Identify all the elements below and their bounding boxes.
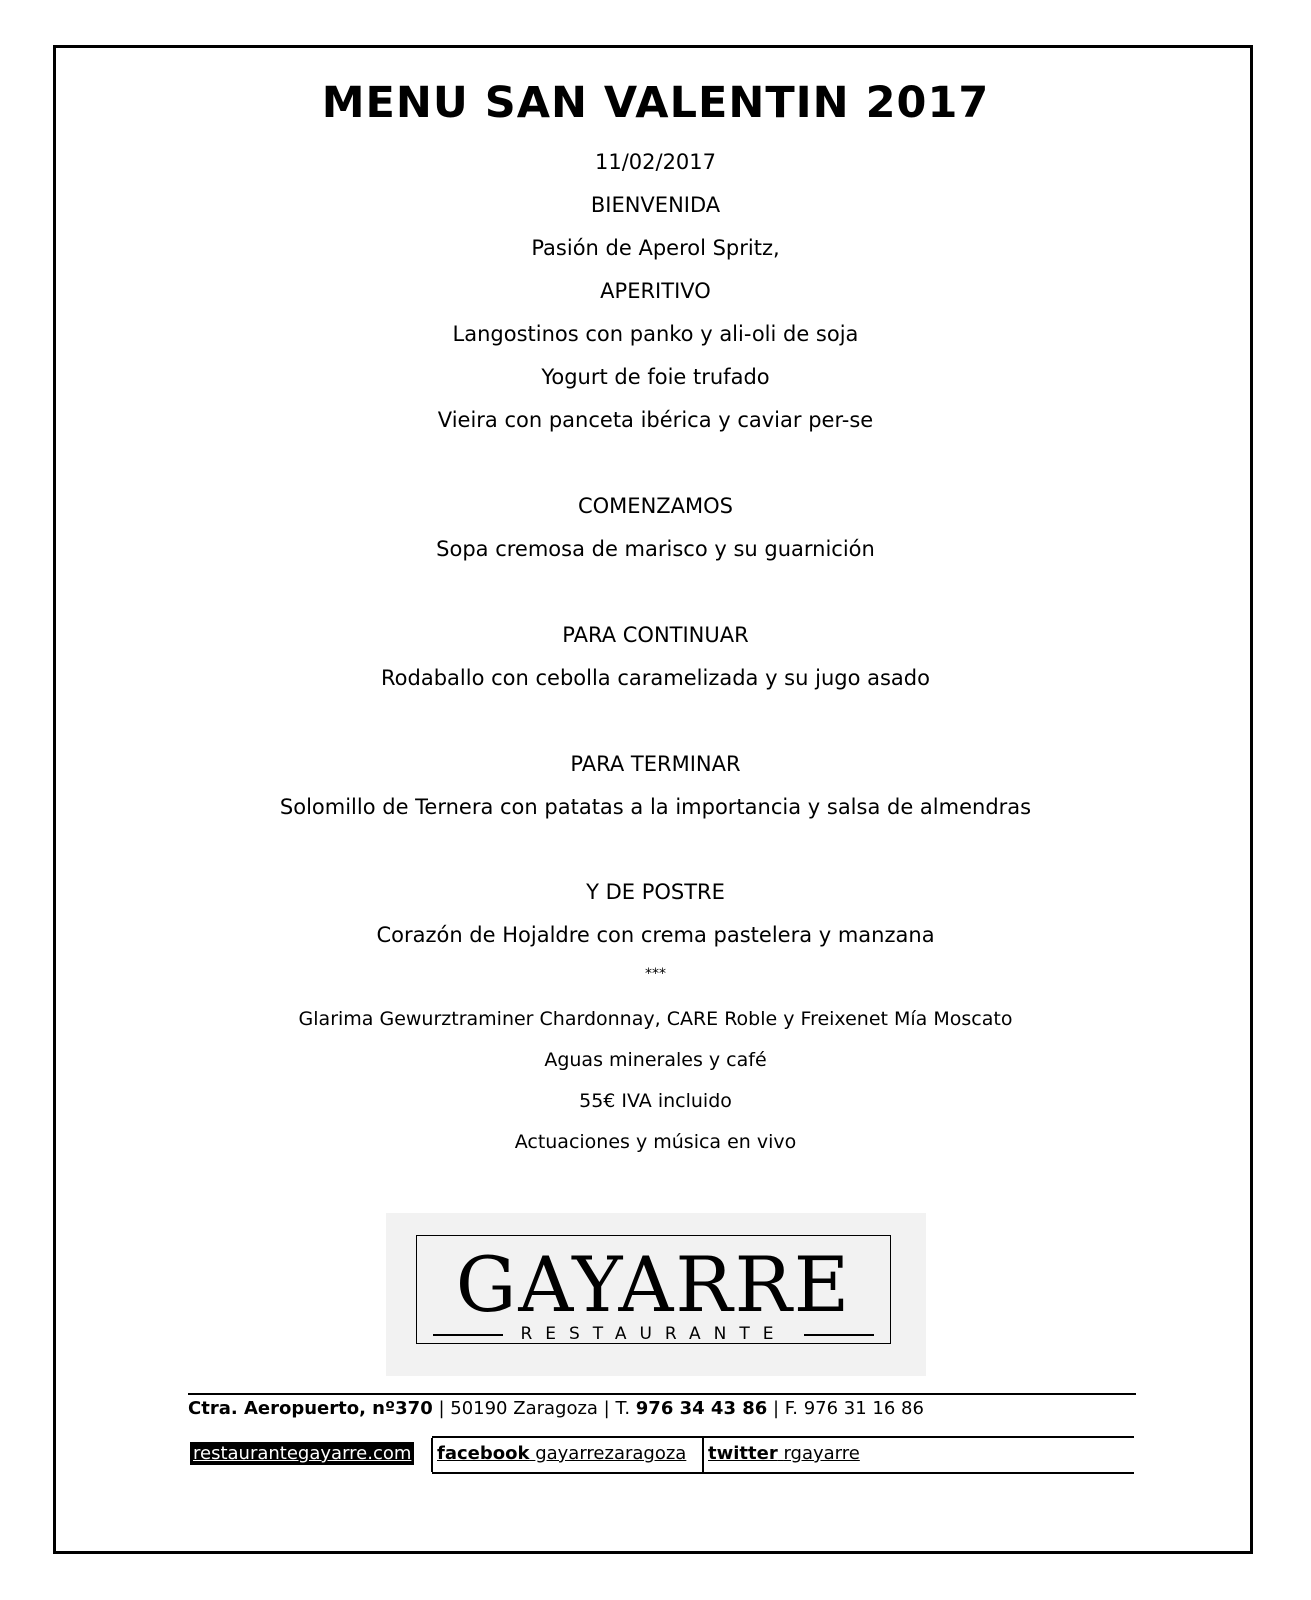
menu-title: MENU SAN VALENTIN 2017 [321, 78, 990, 128]
separator-stars: *** [645, 966, 666, 982]
menu-item: Solomillo de Ternera con patatas a la importancia y salsa de almendras [279, 795, 1032, 819]
section-heading-aperitivo: APERITIVO [600, 279, 711, 303]
water-line: Aguas minerales y café [544, 1049, 767, 1071]
menu-item: Rodaballo con cebolla caramelizada y su jugo asado [381, 666, 930, 690]
phone-number: 976 34 43 86 [635, 1398, 768, 1419]
link-separator [431, 1438, 433, 1472]
twitter-link[interactable] [708, 1443, 860, 1464]
section-heading-bienvenida: BIENVENIDA [590, 193, 721, 217]
logo-rule-left [433, 1334, 503, 1336]
wines-line: Glarima Gewurztraminer Chardonnay, CARE Roble y Freixenet Mía Moscato [298, 1008, 1013, 1030]
menu-item: Sopa cremosa de marisco y su guarnición [436, 537, 875, 561]
section-heading-postre: Y DE POSTRE [586, 880, 725, 904]
menu-item: Langostinos con panko y ali-oli de soja [452, 322, 859, 346]
logo-name: GAYARRE [455, 1240, 852, 1329]
restaurant-logo [386, 1213, 926, 1376]
menu-item: Corazón de Hojaldre con crema pastelera y manzana [376, 923, 935, 947]
twitter-handle: rgayarre [783, 1443, 860, 1464]
contact-separator: | T. [597, 1398, 636, 1419]
section-heading-para-terminar: PARA TERMINAR [570, 752, 741, 776]
contact-separator: | F. [767, 1398, 804, 1419]
city: 50190 Zaragoza [450, 1398, 598, 1419]
price-line: 55€ IVA incluido [579, 1090, 732, 1112]
show-line: Actuaciones y música en vivo [514, 1131, 797, 1153]
links-divider-top [432, 1436, 1134, 1438]
logo-frame [416, 1235, 891, 1344]
facebook-handle: gayarrezaragoza [535, 1443, 687, 1464]
twitter-label: twitter [708, 1443, 778, 1464]
facebook-link[interactable] [437, 1443, 686, 1464]
logo-subtitle-row [433, 1324, 874, 1344]
website-link[interactable]: restaurantegayarre.com [190, 1442, 414, 1465]
links-divider-bottom [432, 1472, 1134, 1474]
fax-number: 976 31 16 86 [803, 1398, 924, 1419]
contact-separator: | [432, 1398, 451, 1419]
section-heading-comenzamos: COMENZAMOS [577, 494, 734, 518]
link-separator [702, 1438, 704, 1472]
menu-item: Pasión de Aperol Spritz, [531, 236, 780, 260]
menu-item: Vieira con panceta ibérica y caviar per-se [437, 408, 874, 432]
menu-item: Yogurt de foie trufado [541, 365, 770, 389]
address: Ctra. Aeropuerto, nº370 [188, 1398, 433, 1419]
facebook-label: facebook [437, 1443, 530, 1464]
logo-subtitle: RESTAURANTE [520, 1324, 787, 1344]
section-heading-para-continuar: PARA CONTINUAR [562, 623, 749, 647]
menu-date: 11/02/2017 [594, 150, 717, 174]
logo-rule-right [804, 1334, 874, 1336]
footer-divider-top [188, 1393, 1136, 1395]
contact-line [188, 1398, 924, 1419]
